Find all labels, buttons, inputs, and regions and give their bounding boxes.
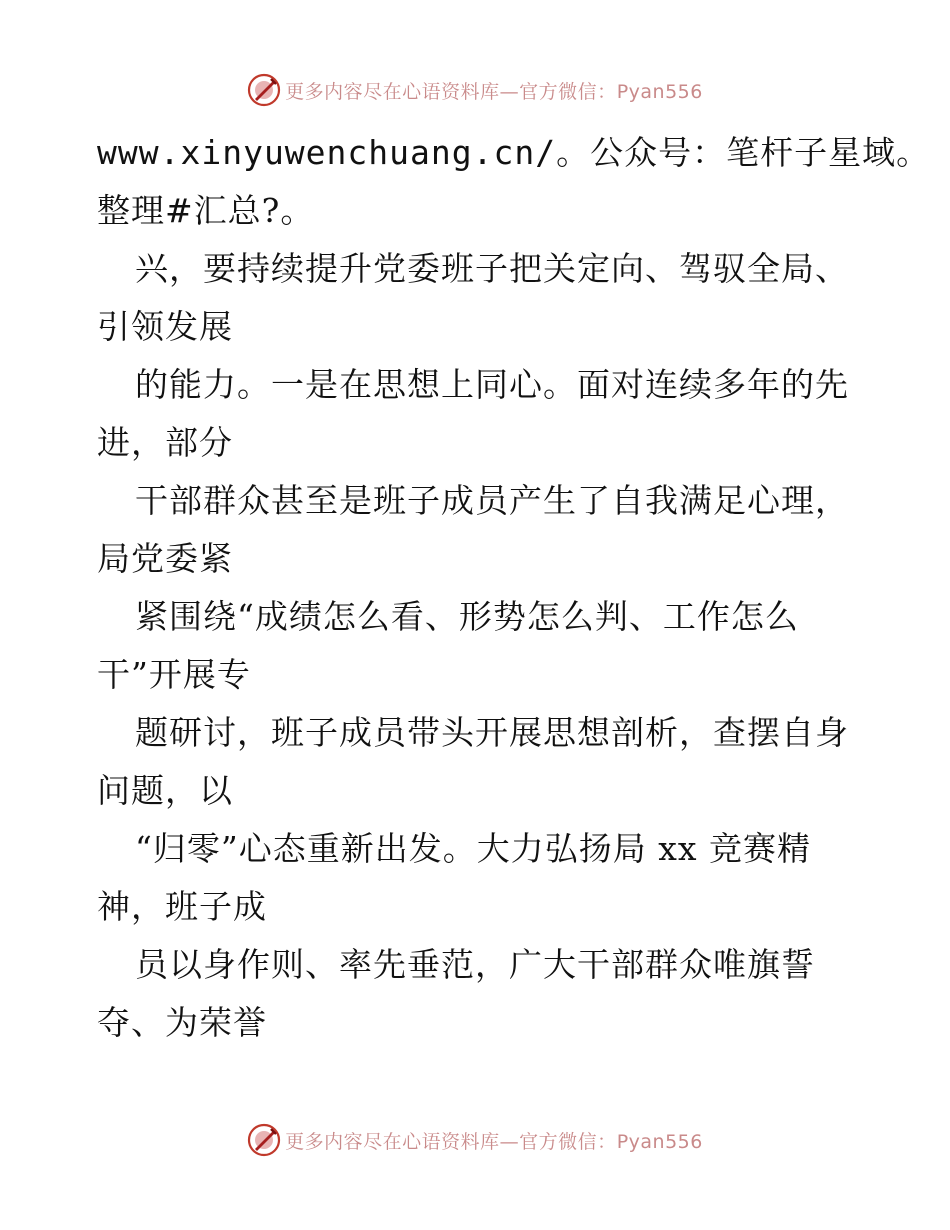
- footer-wechat-id: Pyan556: [616, 1130, 703, 1153]
- footer-separator: —: [499, 1130, 520, 1153]
- document-body: [97, 124, 931, 1052]
- body-line: 夺、为荣誉: [97, 1003, 267, 1042]
- body-line: 局党委紧: [97, 539, 233, 578]
- body-line: 神，班子成: [97, 887, 267, 926]
- body-line: “归零”心态重新出发。大力弘扬局 xx 竞赛精: [135, 829, 811, 868]
- header-text: [285, 77, 703, 104]
- body-line: 整理#汇总?。: [97, 191, 315, 230]
- body-line: 员以身作则、率先垂范，广大干部群众唯旗誓: [135, 945, 815, 984]
- header-site-text: 更多内容尽在心语资料库: [285, 80, 500, 103]
- header-official-label: 官方微信：: [519, 80, 617, 103]
- footer-official-label: 官方微信：: [519, 1130, 617, 1153]
- body-line: 引领发展: [97, 307, 233, 346]
- header-banner: [0, 70, 950, 110]
- body-line: 紧围绕“成绩怎么看、形势怎么判、工作怎么: [135, 597, 799, 636]
- header-wechat-id: Pyan556: [616, 80, 703, 103]
- brand-logo-icon: [247, 73, 281, 107]
- body-line: www.xinyuwenchuang.cn/。公众号：笔杆子星域。: [97, 133, 931, 172]
- footer-text: [285, 1127, 703, 1154]
- header-separator: —: [499, 80, 520, 103]
- brand-logo-icon: [247, 1123, 281, 1157]
- body-line: 进，部分: [97, 423, 233, 462]
- body-line: 干部群众甚至是班子成员产生了自我满足心理，: [135, 481, 849, 520]
- footer-site-text: 更多内容尽在心语资料库: [285, 1130, 500, 1153]
- body-line: 兴，要持续提升党委班子把关定向、驾驭全局、: [135, 249, 849, 288]
- body-line: 问题，以: [97, 771, 233, 810]
- body-line: 干”开展专: [97, 655, 251, 694]
- footer-banner: [0, 1120, 950, 1160]
- body-line: 题研讨，班子成员带头开展思想剖析，查摆自身: [135, 713, 849, 752]
- body-line: 的能力。一是在思想上同心。面对连续多年的先: [135, 365, 849, 404]
